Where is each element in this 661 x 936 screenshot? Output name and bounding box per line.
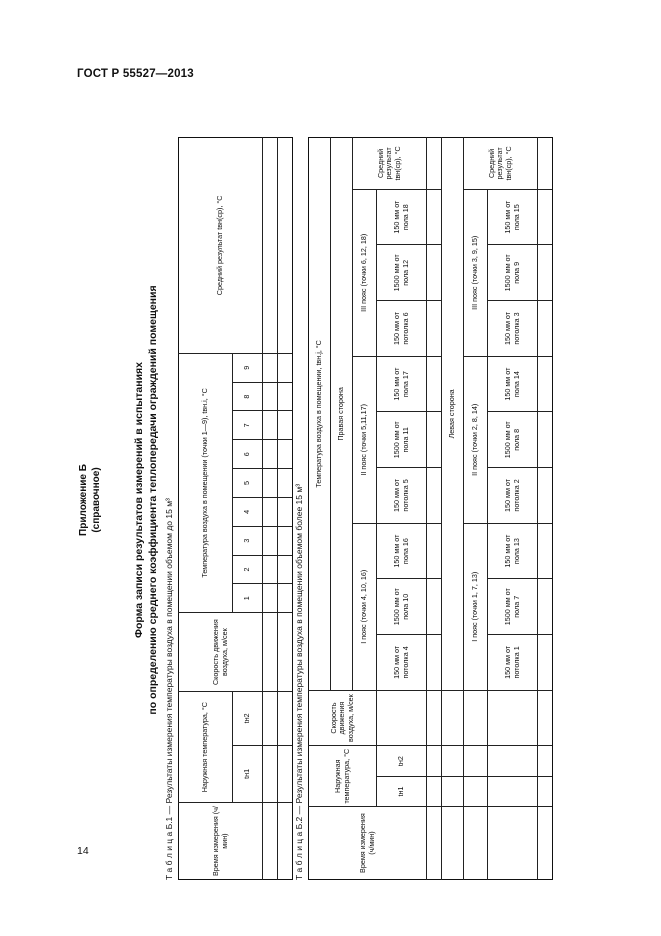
table2-left-point: 1500 мм от пола 7	[488, 579, 538, 635]
table2-right-point: 150 мм от пола 18	[377, 189, 427, 245]
table1-point: 6	[233, 440, 263, 469]
table1-point: 7	[233, 411, 263, 440]
table1-caption-text: Результаты измерения температуры воздуха в помещении объемом до 15 м³	[164, 498, 174, 804]
table2-caption-text: Результаты измерения температуры воздуха в помещении объемом более 15 м³	[294, 483, 304, 804]
rotated-content	[50, 120, 630, 880]
table2-right-side: Правая сторона	[331, 138, 353, 691]
table1-sub-t2: tн2	[233, 692, 263, 745]
heading-line-2: по определению среднего коэффициента теплопередачи ограждений помещения	[147, 285, 159, 715]
table2-right-zone-1: I пояс (точки 4, 10, 16)	[353, 523, 377, 690]
table2-right-point: 1500 мм от пола 10	[377, 579, 427, 635]
table2-right-point: 150 мм от потолка 6	[377, 301, 427, 357]
table-b2	[308, 137, 553, 880]
table1-point: 1	[233, 584, 263, 613]
table2-caption-prefix: Т а б л и ц а Б.2 —	[294, 805, 304, 880]
table2-left-zone-3: III пояс (точки 3, 9, 15)	[464, 189, 488, 356]
table2-left-point: 150 мм от потолка 1	[488, 635, 538, 691]
page-number: 14	[77, 845, 89, 857]
table2-col-outdoor: Наружная температура, °С	[309, 746, 377, 807]
table2-left-point: 150 мм от потолка 2	[488, 468, 538, 524]
table2-sub-t1: tн1	[377, 776, 427, 806]
table1-caption-prefix: Т а б л и ц а Б.1 —	[164, 805, 174, 880]
table2-left-avg: Средний результат tвн(ср), °С	[464, 138, 538, 190]
table2-left-point: 150 мм от пола 14	[488, 356, 538, 412]
table2-left-point: 1500 мм от пола 8	[488, 412, 538, 468]
table2-right-point: 150 мм от пола 17	[377, 356, 427, 412]
heading-line-1: Форма записи результатов измерений в испытаниях	[133, 362, 145, 639]
table2-right-zone-2: II пояс (точки 5,11,17)	[353, 356, 377, 523]
table2-left-point: 150 мм от пола 13	[488, 523, 538, 579]
table1-sub-t1: tн1	[233, 745, 263, 803]
table2-left-side: Левая сторона	[442, 138, 464, 691]
table2-col-speed: Скорость движения воздуха, м/сек	[309, 690, 377, 746]
table1-row-empty	[278, 138, 293, 880]
table2-right-point: 150 мм от пола 16	[377, 523, 427, 579]
table2-left-point: 1500 мм от пола 9	[488, 245, 538, 301]
table2-right-zone-3: III пояс (точки 6, 12, 18)	[353, 189, 377, 356]
table1-col-speed: Скорость движения воздуха, м/сек	[179, 613, 263, 692]
table1-col-room: Температура воздуха в помещении (точки 1—9), tвн.i, °С	[179, 353, 233, 612]
table1-row-empty	[263, 138, 278, 880]
table1-caption	[164, 498, 174, 880]
table1-point: 4	[233, 497, 263, 526]
table2-right-point: 1500 мм от пола 11	[377, 412, 427, 468]
table2-right-point: 150 мм от потолка 4	[377, 635, 427, 691]
table2-speed-cell	[377, 690, 427, 746]
table2-left-zone-1: I пояс (точки 1, 7, 13)	[464, 523, 488, 690]
table1-col-time: Время измерения (ч/мин)	[179, 803, 263, 880]
table2-sub-t2: tн2	[377, 746, 427, 776]
table2-col-time: Время измерения (ч/мин)	[309, 807, 427, 880]
table1-point: 2	[233, 555, 263, 584]
table1-point: 3	[233, 526, 263, 555]
table1-col-outdoor: Наружная температура, °С	[179, 692, 233, 803]
table2-caption	[294, 484, 304, 880]
table1-col-avg: Средний результат tвн(ср), °С	[179, 138, 263, 354]
appendix-title: Приложение Б	[78, 464, 89, 536]
table2-left-point: 150 мм от пола 15	[488, 189, 538, 245]
table2-right-point: 1500 мм от пола 12	[377, 245, 427, 301]
table2-col-room: Температура воздуха в помещении, tвн.j, °С	[309, 138, 331, 691]
table1-point: 9	[233, 353, 263, 382]
table2-row-empty	[538, 138, 553, 880]
table-b1	[178, 137, 293, 880]
document-number: ГОСТ Р 55527—2013	[77, 68, 194, 80]
table1-point: 8	[233, 382, 263, 411]
table2-row-empty	[427, 138, 442, 880]
table2-left-zone-2: II пояс (точки 2, 8, 14)	[464, 356, 488, 523]
appendix-note: (справочное)	[91, 467, 102, 533]
table2-right-point: 150 мм от потолка 5	[377, 468, 427, 524]
table2-left-point: 150 мм от потолка 3	[488, 301, 538, 357]
table2-right-avg: Средний результат tвн(ср), °С	[353, 138, 427, 190]
table1-point: 5	[233, 469, 263, 498]
